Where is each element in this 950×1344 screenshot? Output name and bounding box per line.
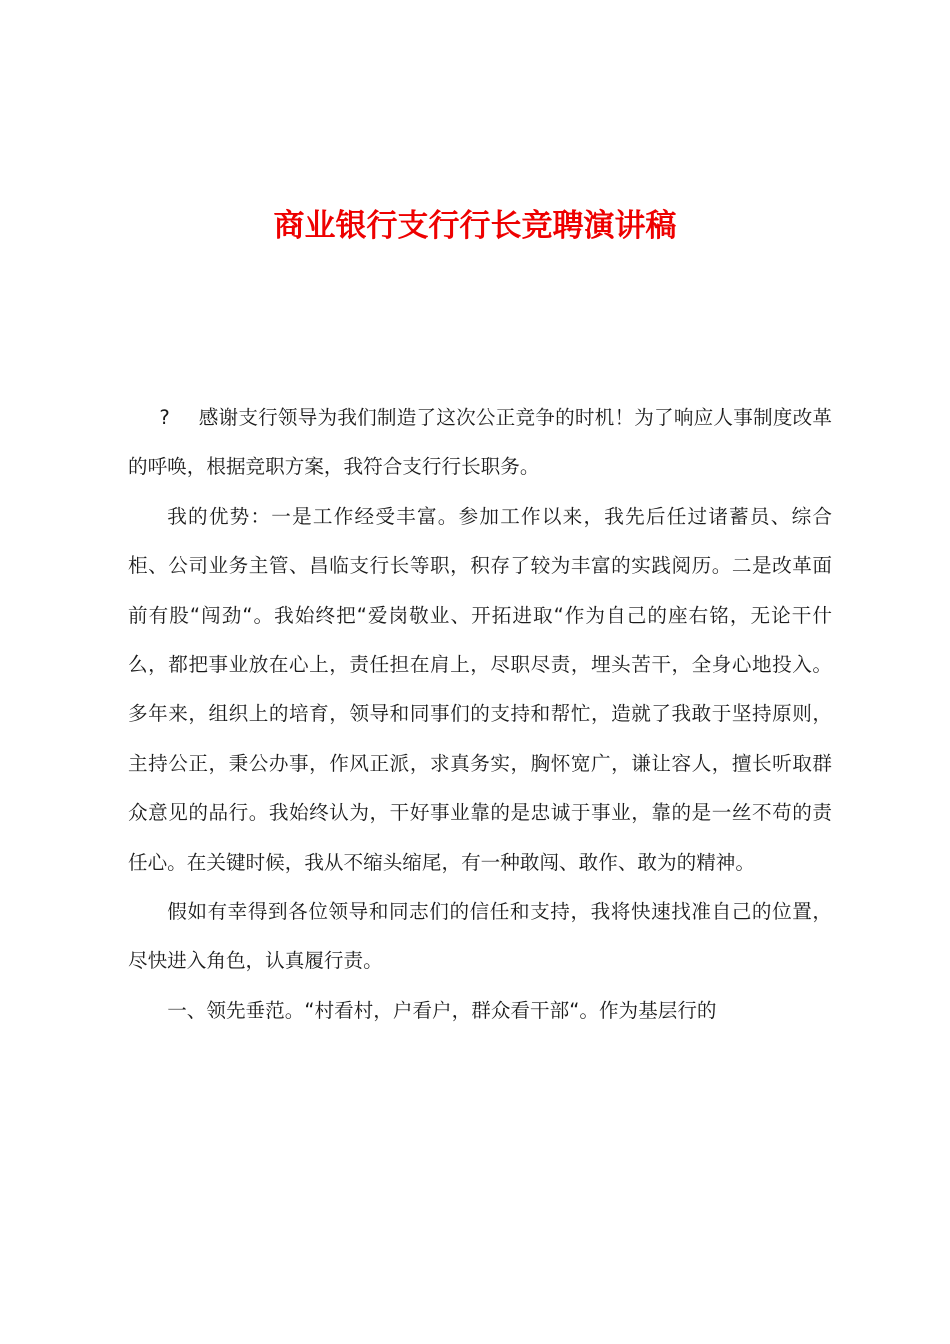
placeholder-mark: ?: [159, 406, 170, 429]
document-body: [128, 393, 832, 1035]
paragraph-intro-text: 感谢支行领导为我们制造了这次公正竞争的时机！为了响应人事制度改革的呼唤，根据竞职方案，我符合支行行长职务。: [128, 406, 832, 479]
document-title: 商业银行支行行长竞聘演讲稿: [273, 208, 677, 244]
paragraph-intro: [128, 393, 832, 492]
paragraph-commitment: 假如有幸得到各位领导和同志们的信任和支持，我将快速找准自己的位置，尽快进入角色，认真履行责。: [128, 900, 832, 973]
paragraph-point-one: 一、领先垂范。“村看村，户看户，群众看干部“。作为基层行的: [167, 998, 717, 1022]
paragraph-advantages: 我的优势：一是工作经受丰富。参加工作以来，我先后任过诸蓄员、综合柜、公司业务主管、昌临支行长等职，积存了较为丰富的实践阅历。二是改革面前有股“闯劲“。我始终把“爱岗敬业、开拓进取“作为自己的座右铭，无论干什么，都把事业放在心上，责任担在肩上，尽职尽责，埋头苦干，全身心地投入。多年来，组织上的培育，领导和同事们的支持和帮忙，造就了我敢于坚持原则，主持公正，秉公办事，作风正派，求真务实，胸怀宽广，谦让容人，擅长听取群众意见的品行。我始终认为，干好事业靠的是忠诚于事业，靠的是一丝不苟的责任心。在关键时候，我从不缩头缩尾，有一种敢闯、敢作、敢为的精神。: [128, 504, 832, 874]
